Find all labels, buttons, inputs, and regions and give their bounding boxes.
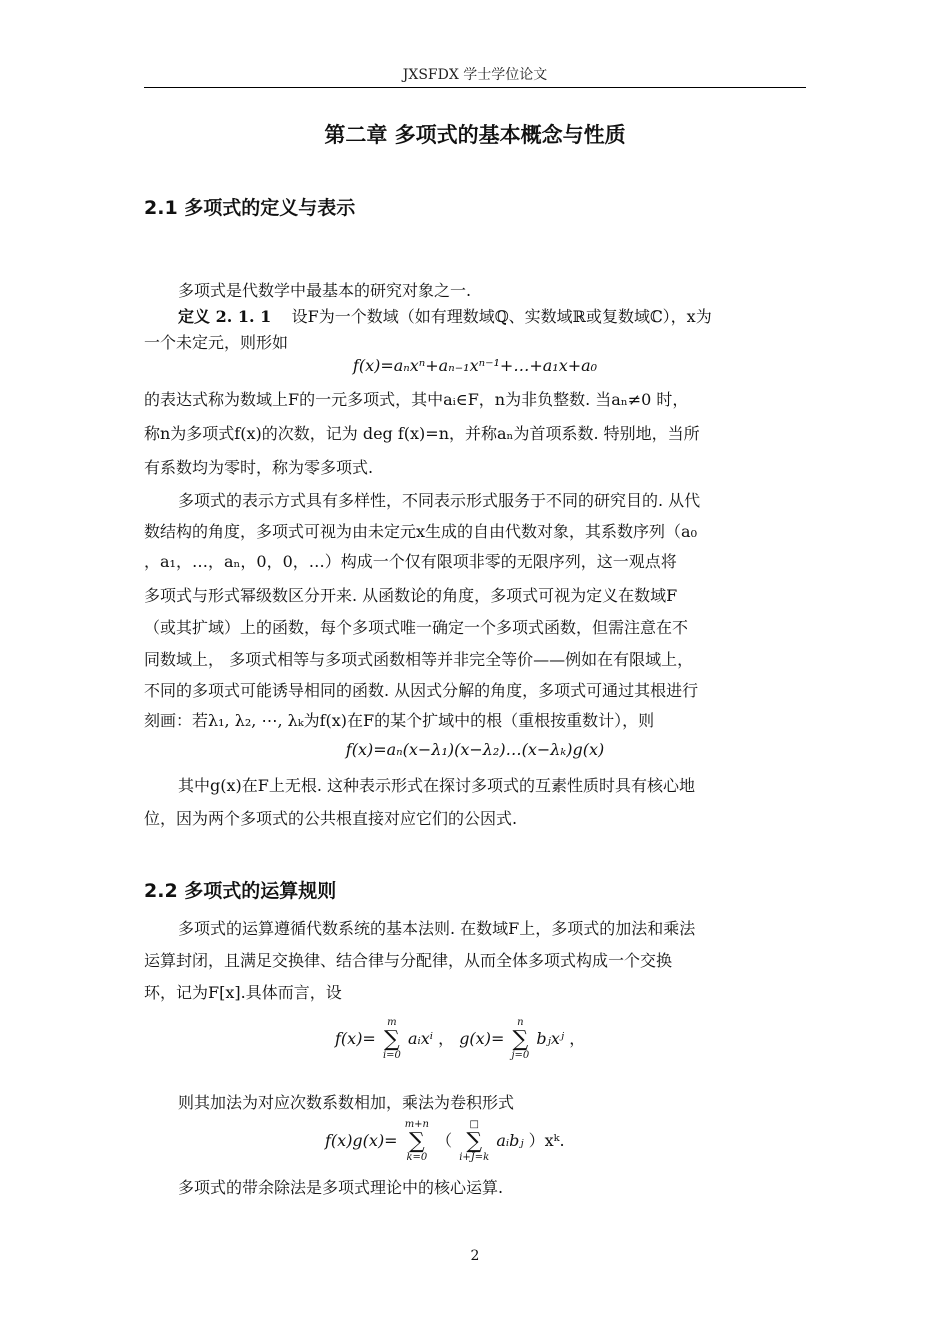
paragraph-2-line-5: （或其扩域）上的函数，每个多项式唯一确定一个多项式函数，但需注意在不: [144, 618, 689, 637]
paragraph-3-line-1: 其中g(x)在F上无根. 这种表示形式在探讨多项式的互素性质时具有核心地: [178, 776, 696, 795]
s2-paragraph-1-line-1: 多项式的运算遵循代数系统的基本法则. 在数域F上，多项式的加法和乘法: [178, 919, 696, 938]
f-term: aᵢxⁱ: [407, 1029, 433, 1049]
f-sum-upper: m: [387, 1017, 397, 1028]
inner-term: aᵢbⱼ: [496, 1131, 524, 1151]
chapter-title: 第二章 多项式的基本概念与性质: [324, 123, 626, 147]
paragraph-3-line-2: 位，因为两个多项式的公共根直接对应它们的公因式.: [144, 809, 518, 828]
equation-end: ，: [569, 1029, 586, 1049]
definition-label: 定义 2. 1. 1: [178, 307, 272, 326]
section-heading-2-2: 2.2 多项式的运算规则: [144, 880, 337, 902]
paragraph-1-line-1: 的表达式称为数域上F的一元多项式，其中aᵢ∈F，n为非负整数. 当aₙ≠0 时，: [144, 390, 689, 409]
inner-summation: [459, 1120, 489, 1163]
definition-text: 设F为一个数域（如有理数域ℚ、实数域ℝ或复数域ℂ），x为: [291, 307, 712, 326]
paragraph-2-line-7: 不同的多项式可能诱导相同的函数. 从因式分解的角度，多项式可通过其根进行: [144, 681, 699, 700]
open-paren: （: [436, 1131, 453, 1151]
g-lhs: g(x)=: [459, 1029, 505, 1049]
inner-sum-upper: □: [469, 1119, 479, 1130]
inner-sum-lower: i+J=k: [459, 1152, 490, 1164]
outer-summation: [405, 1120, 429, 1163]
s2-paragraph-2: 则其加法为对应次数系数相加，乘法为卷积形式: [178, 1093, 515, 1112]
product-convolution-equation: [325, 1120, 565, 1163]
s2-paragraph-3: 多项式的带余除法是多项式理论中的核心运算.: [178, 1178, 504, 1197]
polynomial-sum-definitions: [335, 1018, 585, 1061]
factorization-equation: f(x)=aₙ(x−λ₁)(x−λ₂)…(x−λₖ)g(x): [345, 740, 605, 759]
g-sum-lower: j=0: [511, 1050, 530, 1062]
polynomial-general-form: f(x)=aₙxⁿ+aₙ₋₁xⁿ⁻¹+…+a₁x+a₀: [352, 356, 598, 375]
sigma-icon: ∑: [384, 1027, 400, 1052]
paragraph-2-line-2: 数结构的角度，多项式可视为由未定元x生成的自由代数对象，其系数序列（a₀: [144, 522, 697, 541]
section-heading-2-1: 2.1 多项式的定义与表示: [144, 197, 356, 219]
intro-sentence: 多项式是代数学中最基本的研究对象之一.: [178, 281, 472, 300]
paragraph-2-line-4: 多项式与形式幂级数区分开来. 从函数论的角度，多项式可视为定义在数域F: [144, 586, 678, 605]
s2-paragraph-1-line-3: 环，记为F[x].具体而言，设: [144, 983, 342, 1002]
f-lhs: f(x)=: [335, 1029, 376, 1049]
separator: ，: [438, 1029, 455, 1049]
paragraph-2-line-6: 同数域上， 多项式相等与多项式函数相等并非完全等价——例如在有限域上，: [144, 650, 694, 669]
outer-sum-upper: m+n: [404, 1119, 429, 1130]
paragraph-2-line-8: 刻画：若λ₁, λ₂, ⋯, λₖ为f(x)在F的某个扩域中的根（重根按重数计），则: [144, 711, 655, 730]
product-lhs: f(x)g(x)=: [325, 1131, 398, 1151]
paragraph-2-line-1: 多项式的表示方式具有多样性，不同表示形式服务于不同的研究目的. 从代: [178, 491, 701, 510]
definition-line-2: 一个未定元，则形如: [144, 333, 289, 352]
sigma-icon: ∑: [466, 1129, 483, 1154]
g-summation: [511, 1018, 529, 1061]
outer-sum-lower: k=0: [406, 1152, 428, 1164]
g-term: bⱼxʲ: [536, 1029, 565, 1049]
paragraph-1-line-2: 称n为多项式f(x)的次数，记为 deg f(x)=n，并称aₙ为首项系数. 特别地，当所: [144, 424, 700, 443]
f-summation: [383, 1018, 401, 1061]
paragraph-1-line-3: 有系数均为零时，称为零多项式.: [144, 458, 374, 477]
paragraph-2-line-3: ，a₁，…，aₙ，0，0，…）构成一个仅有限项非零的无限序列，这一观点将: [144, 552, 677, 571]
running-header: JXSFDX 学士学位论文: [402, 67, 548, 83]
g-sum-upper: n: [517, 1017, 524, 1028]
s2-paragraph-1-line-2: 运算封闭，且满足交换律、结合律与分配律，从而全体多项式构成一个交换: [144, 951, 673, 970]
definition-line-1: [178, 304, 806, 327]
sigma-icon: ∑: [408, 1129, 425, 1154]
sigma-icon: ∑: [512, 1027, 529, 1052]
header-rule: [144, 87, 806, 88]
page-number: 2: [470, 1248, 480, 1264]
close-paren-power: ）xᵏ.: [528, 1131, 565, 1151]
f-sum-lower: i=0: [382, 1050, 401, 1062]
